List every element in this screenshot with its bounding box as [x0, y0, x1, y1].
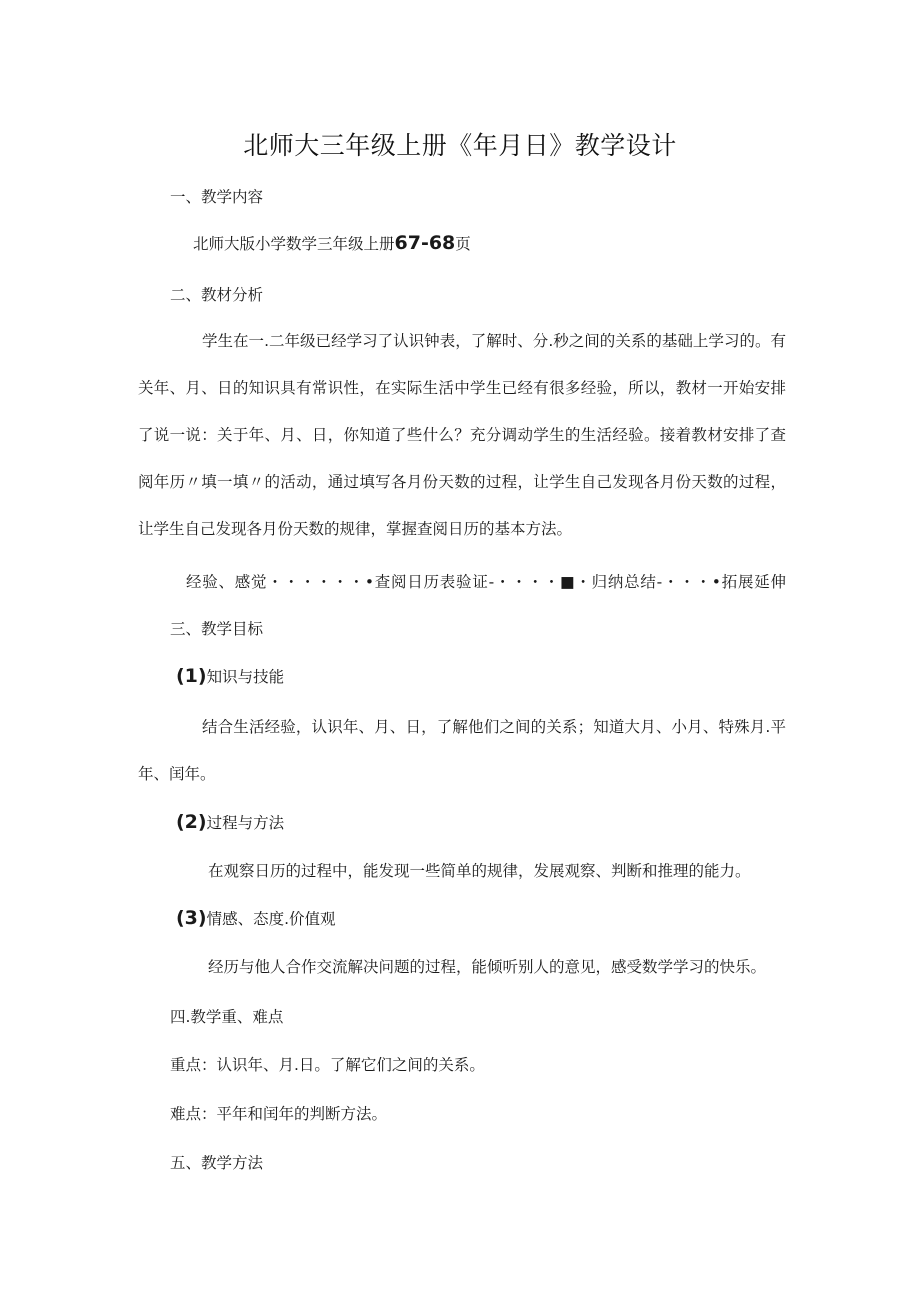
goal-heading-emotion — [176, 907, 336, 930]
goal-heading-knowledge — [176, 665, 284, 688]
content-line — [193, 232, 471, 255]
difficult-point-text: 难点：平年和闰年的判断方法。 — [170, 1105, 388, 1123]
goal-label: 情感、态度.价值观 — [206, 910, 336, 928]
analysis-paragraph: 学生在一.二年级已经学习了认识钟表，了解时、分.秒之间的关系的基础上学习的。有关年、月、日的知识具有常识性，在实际生活中学生已经有很多经验，所以，教材一开始安排了说一说：关于年、月、日，你知道了些什么？充分调动学生的生活经验。接着教材安排了查阅年历〃填一填〃的活动，通过填写各月份天数的过程，让学生自己发现各月份天数的过程，让学生自己发现各月份天数的规律，掌握查阅日历的基本方法。 — [138, 332, 786, 538]
goal-text-emotion: 经历与他人合作交流解决问题的过程，能倾听别人的意见，感受数学学习的快乐。 — [208, 958, 767, 976]
content-pages: 67-68 — [394, 232, 456, 254]
content-text-prefix: 北师大版小学数学三年级上册 — [193, 235, 395, 253]
goal-number: (1) — [176, 665, 207, 687]
goal-text-knowledge: 结合生活经验，认识年、月、日，了解他们之间的关系；知道大月、小月、特殊月.平年、闰年。 — [138, 718, 786, 783]
content-text-suffix: 页 — [455, 235, 471, 253]
document-title: 北师大三年级上册《年月日》教学设计 — [243, 131, 677, 160]
section-heading-methods: 五、教学方法 — [170, 1154, 264, 1172]
goal-text-process: 在观察日历的过程中，能发现一些简单的规律，发展观察、判断和推理的能力。 — [208, 862, 751, 880]
section-heading-analysis: 二、教材分析 — [170, 286, 264, 304]
goal-heading-process — [176, 811, 284, 834]
goal-label: 知识与技能 — [206, 668, 285, 686]
goal-number: (2) — [176, 811, 207, 833]
key-point-text: 重点：认识年、月.日。了解它们之间的关系。 — [170, 1056, 485, 1074]
goal-label: 过程与方法 — [206, 814, 285, 832]
section-heading-keypoints: 四.教学重、难点 — [170, 1008, 284, 1026]
goal-number: (3) — [176, 907, 207, 929]
section-heading-content: 一、教学内容 — [170, 188, 264, 206]
analysis-flow-line: 经验、感觉・・・・・・•查阅日历表验证-・・・・■・归纳总结-・・・•拓展延伸三、教学目标 — [170, 573, 786, 638]
